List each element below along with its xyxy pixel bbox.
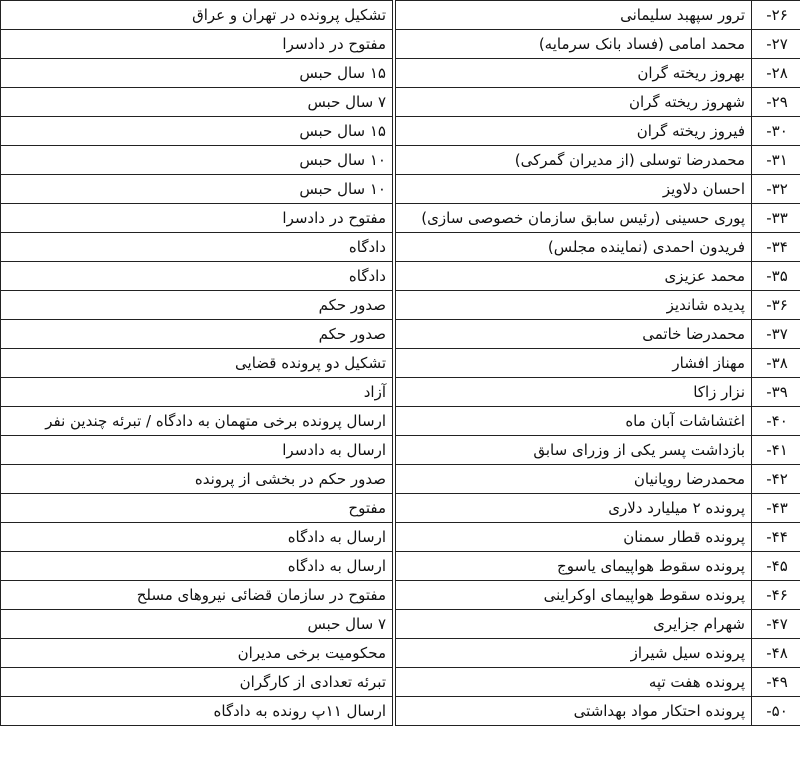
row-number-cell: -۴۴ [752,523,800,552]
case-status-cell: ۷ سال حبس [1,610,393,639]
case-status-cell: ارسال به دادگاه [1,523,393,552]
case-status-cell: ارسال به دادسرا [1,436,393,465]
table-row [1,30,800,59]
case-status-cell: ۱۵ سال حبس [1,59,393,88]
row-number-cell: -۵۰ [752,697,800,726]
row-number-cell: -۲۹ [752,88,800,117]
row-number-cell: -۳۳ [752,204,800,233]
case-subject-cell: پرونده احتکار مواد بهداشتی [396,697,752,726]
case-subject-cell: اغتشاشات آبان ماه [396,407,752,436]
table-row [1,639,800,668]
case-status-cell: صدور حکم [1,320,393,349]
row-number-cell: -۳۹ [752,378,800,407]
case-subject-cell: مهناز افشار [396,349,752,378]
table-row [1,175,800,204]
case-status-cell: صدور حکم در بخشی از پرونده [1,465,393,494]
case-status-cell: ارسال ۱۱پ رونده به دادگاه [1,697,393,726]
case-subject-cell: بهروز ریخته گران [396,59,752,88]
case-subject-cell: محمدرضا توسلی (از مدیران گمرکی) [396,146,752,175]
table-row [1,59,800,88]
table-row [1,291,800,320]
row-number-cell: -۴۹ [752,668,800,697]
case-subject-cell: پرونده هفت تپه [396,668,752,697]
case-subject-cell: محمد عزیزی [396,262,752,291]
table-row [1,407,800,436]
table-row [1,378,800,407]
case-status-cell: ارسال به دادگاه [1,552,393,581]
table-row [1,262,800,291]
row-number-cell: -۳۷ [752,320,800,349]
row-number-cell: -۴۷ [752,610,800,639]
row-number-cell: -۴۶ [752,581,800,610]
table-row [1,494,800,523]
table-row [1,146,800,175]
table-row [1,233,800,262]
row-number-cell: -۲۷ [752,30,800,59]
case-status-cell: محکومیت برخی مدیران [1,639,393,668]
case-status-cell: ۱۰ سال حبس [1,175,393,204]
table-row [1,88,800,117]
case-subject-cell: پدیده شاندیز [396,291,752,320]
case-subject-cell: فیروز ریخته گران [396,117,752,146]
case-subject-cell: محمدرضا خاتمی [396,320,752,349]
case-status-cell: دادگاه [1,262,393,291]
row-number-cell: -۳۴ [752,233,800,262]
row-number-cell: -۳۲ [752,175,800,204]
row-number-cell: -۲۶ [752,1,800,30]
table-row [1,117,800,146]
case-status-cell: تشکیل پرونده در تهران و عراق [1,1,393,30]
cases-table-body [1,1,800,726]
row-number-cell: -۴۱ [752,436,800,465]
case-subject-cell: پرونده سقوط هواپیمای اوکراینی [396,581,752,610]
case-status-cell: ۱۰ سال حبس [1,146,393,175]
table-row [1,1,800,30]
case-status-cell: ارسال پرونده برخی متهمان به دادگاه / تبرئه چندین نفر [1,407,393,436]
table-row [1,697,800,726]
table-row [1,523,800,552]
case-status-cell: مفتوح در دادسرا [1,204,393,233]
case-status-cell: تبرئه تعدادی از کارگران [1,668,393,697]
row-number-cell: -۴۸ [752,639,800,668]
case-status-cell: مفتوح در سازمان قضائی نیروهای مسلح [1,581,393,610]
row-number-cell: -۴۰ [752,407,800,436]
case-subject-cell: محمد امامی (فساد بانک سرمایه) [396,30,752,59]
row-number-cell: -۴۲ [752,465,800,494]
case-subject-cell: فریدون احمدی (نماینده مجلس) [396,233,752,262]
row-number-cell: -۴۳ [752,494,800,523]
case-subject-cell: نزار زاکا [396,378,752,407]
case-status-cell: ۷ سال حبس [1,88,393,117]
table-row [1,436,800,465]
case-status-cell: مفتوح در دادسرا [1,30,393,59]
case-subject-cell: ترور سپهبد سلیمانی [396,1,752,30]
case-subject-cell: شهروز ریخته گران [396,88,752,117]
table-row [1,668,800,697]
case-status-cell: مفتوح [1,494,393,523]
row-number-cell: -۲۸ [752,59,800,88]
case-status-cell: صدور حکم [1,291,393,320]
table-row [1,204,800,233]
case-subject-cell: پوری حسینی (رئیس سابق سازمان خصوصی سازی) [396,204,752,233]
case-status-cell: ۱۵ سال حبس [1,117,393,146]
case-status-cell: دادگاه [1,233,393,262]
case-status-cell: آزاد [1,378,393,407]
row-number-cell: -۴۵ [752,552,800,581]
table-row [1,465,800,494]
case-subject-cell: محمدرضا رویانیان [396,465,752,494]
row-number-cell: -۳۱ [752,146,800,175]
table-row [1,320,800,349]
case-status-cell: تشکیل دو پرونده قضایی [1,349,393,378]
case-subject-cell: پرونده قطار سمنان [396,523,752,552]
row-number-cell: -۳۶ [752,291,800,320]
table-row [1,581,800,610]
table-row [1,610,800,639]
table-row [1,552,800,581]
table-row [1,349,800,378]
case-subject-cell: پرونده سیل شیراز [396,639,752,668]
case-subject-cell: پرونده سقوط هواپیمای یاسوج [396,552,752,581]
case-subject-cell: بازداشت پسر یکی از وزرای سابق [396,436,752,465]
row-number-cell: -۳۰ [752,117,800,146]
case-subject-cell: شهرام جزایری [396,610,752,639]
row-number-cell: -۳۸ [752,349,800,378]
case-subject-cell: احسان دلاویز [396,175,752,204]
row-number-cell: -۳۵ [752,262,800,291]
case-subject-cell: پرونده ۲ میلیارد دلاری [396,494,752,523]
